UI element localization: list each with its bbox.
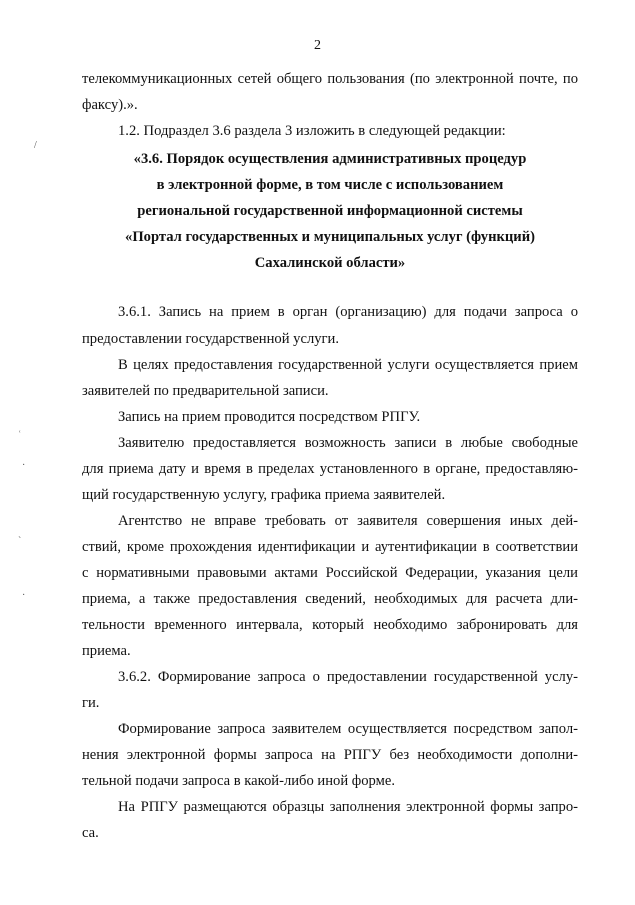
scan-mark: ˋ <box>18 536 22 547</box>
text-line: с нормативными правовыми актами Российской Федерации, указания цели <box>82 565 578 581</box>
heading-line: региональной государственной информационной системы <box>137 203 523 219</box>
heading-line: Сахалинской области» <box>254 255 406 271</box>
text-line: для приема дату и время в пределах установленного в органе, предоставляю- <box>82 461 578 477</box>
heading-line: «3.6. Порядок осуществления административных процедур <box>133 151 527 167</box>
text-line: 3.6.1. Запись на прием в орган (организацию) для подачи запроса о <box>118 304 578 320</box>
text-line: телекоммуникационных сетей общего пользования (по электронной почте, по <box>82 71 578 87</box>
page-number: 2 <box>314 38 321 53</box>
text-line: 1.2. Подраздел 3.6 раздела 3 изложить в следующей редакции: <box>118 123 506 139</box>
text-line: приема. <box>82 643 131 659</box>
scan-mark: · <box>22 460 26 471</box>
text-line: Заявителю предоставляется возможность записи в любые свободные <box>118 435 578 451</box>
heading-line: «Портал государственных и муниципальных услуг (функций) <box>125 229 535 245</box>
text-line: щий государственную услугу, графика приема заявителей. <box>82 487 446 503</box>
scan-mark: ʿ <box>18 430 22 441</box>
scan-mark: / <box>34 140 37 151</box>
text-line: 3.6.2. Формирование запроса о предоставлении государственной услу- <box>118 669 578 685</box>
text-line: тельности временного интервала, который необходимо забронировать для <box>82 617 578 633</box>
text-line: ствий, кроме прохождения идентификации и аутентификации в соответствии <box>82 539 578 555</box>
text-line: На РПГУ размещаются образцы заполнения электронной формы запро- <box>118 799 578 815</box>
scan-mark: · <box>22 590 26 601</box>
text-line: нения электронной формы запроса на РПГУ без необходимости дополни- <box>82 747 578 763</box>
text-line: заявителей по предварительной записи. <box>82 383 329 399</box>
text-line: предоставлении государственной услуги. <box>82 331 339 347</box>
text-line: Формирование запроса заявителем осуществляется посредством запол- <box>118 721 578 737</box>
text-line: ги. <box>82 695 100 711</box>
text-line: са. <box>82 825 99 841</box>
text-line: Агентство не вправе требовать от заявителя совершения иных дей- <box>118 513 578 529</box>
text-line: В целях предоставления государственной услуги осуществляется прием <box>118 357 578 373</box>
text-line: факсу).». <box>82 97 138 113</box>
text-line: тельной подачи запроса в какой-либо иной форме. <box>82 773 395 789</box>
text-line: Запись на прием проводится посредством РПГУ. <box>118 409 421 425</box>
text-line: приема, а также предоставления сведений, необходимых для расчета дли- <box>82 591 578 607</box>
heading-line: в электронной форме, в том числе с использованием <box>156 177 504 193</box>
